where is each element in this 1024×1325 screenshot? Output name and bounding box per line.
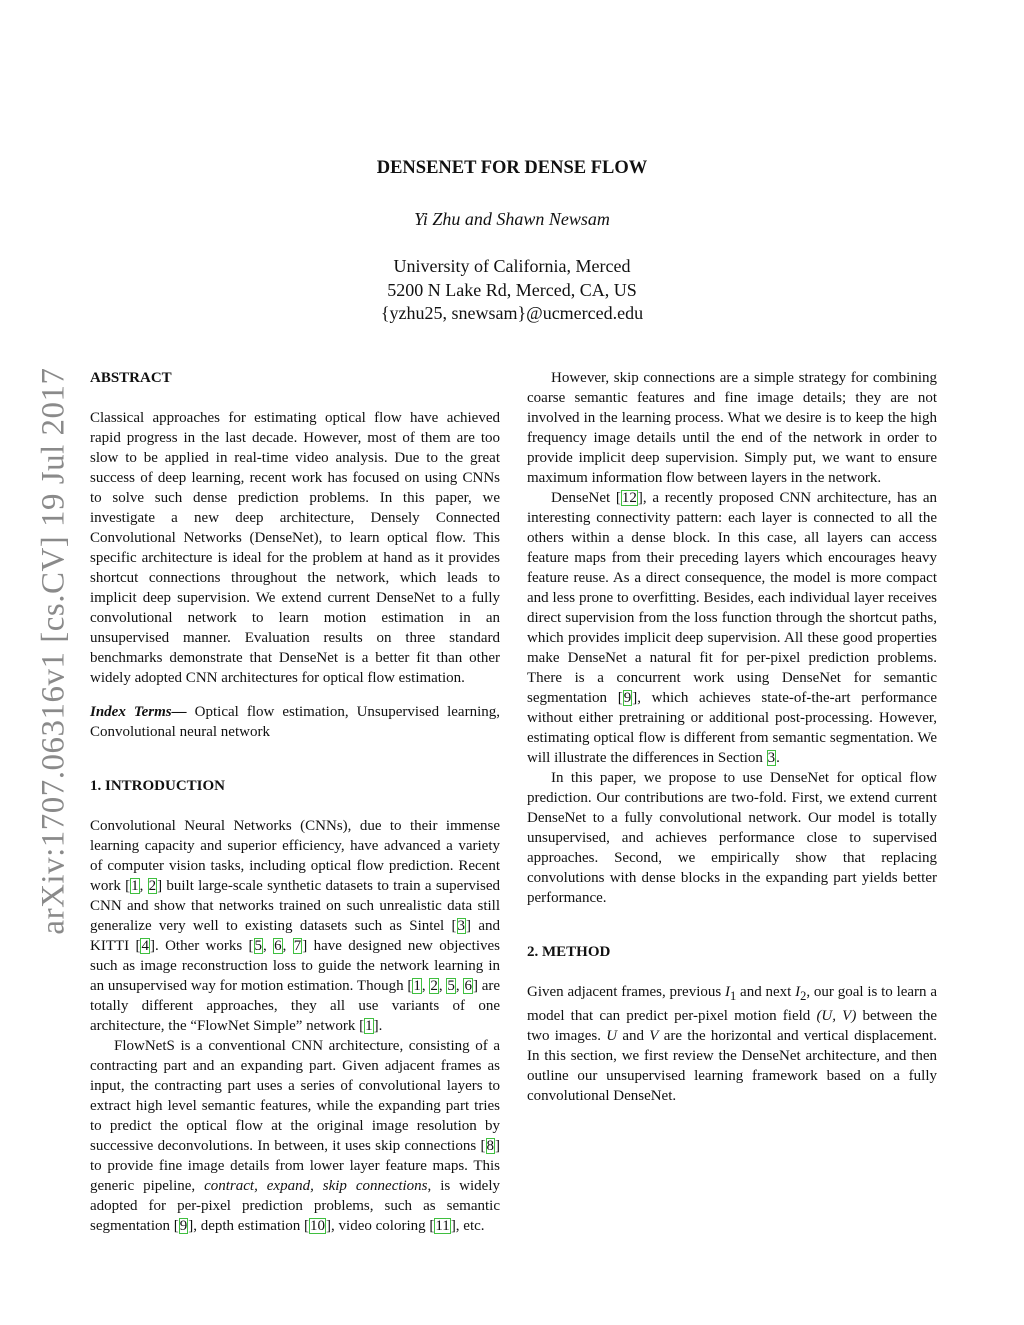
- citation-link[interactable]: 8: [486, 1138, 494, 1154]
- abstract-text: Classical approaches for estimating optical flow have achieved rapid progress in the last decade. However, most of them are too slow to be applied in real-time video analysis. Due to the great success of deep learning, recent work has focused on using CNNs to solve such dense prediction problems. In this paper, we investigate a new deep architecture, Densely Connected Convolutional Networks (DenseNet), to learn optical flow. This specific architecture is ideal for the problem at hand as it provides shortcut connections throughout the network, which leads to implicit deep supervision. We extend current DenseNet to a fully convolutional network to learn motion estimation in an unsupervised manner. Evaluation results on three standard benchmarks demonstrate that DenseNet is a better fit than other widely adopted CNN architectures for optical flow estimation.: [90, 410, 500, 686]
- citation-link[interactable]: 4: [141, 938, 149, 954]
- index-terms-label: Index Terms—: [90, 704, 187, 720]
- citation-link[interactable]: 6: [464, 978, 472, 994]
- citation-link[interactable]: 6: [274, 938, 282, 954]
- citation-link[interactable]: 7: [293, 938, 302, 954]
- citation-link[interactable]: 1: [131, 878, 139, 894]
- introduction-heading: 1. INTRODUCTION: [90, 778, 226, 794]
- index-terms-text: Optical flow estimation, Unsupervised learning, Convolutional neural network: [90, 704, 500, 740]
- abstract-heading: ABSTRACT: [90, 370, 172, 386]
- paper-authors: Yi Zhu and Shawn Newsam: [414, 209, 610, 229]
- paper-title: DENSENET FOR DENSE FLOW: [376, 158, 648, 178]
- arxiv-identifier-sidebar: [34, 365, 74, 937]
- citation-link[interactable]: 5: [447, 978, 455, 994]
- method-paragraph-1: Given adjacent frames, previous $I_1$ and next $I_2$, our goal is to learn a model that can predict per-pixel motion field (U, V) between the two images. U and V are the horizontal and vertical displacement. In this section, we first review the DenseNet architecture, and then outline our unsupervised learning framework based on a fully convolutional DenseNet.: [527, 984, 937, 1104]
- citation-link[interactable]: 2: [148, 878, 157, 894]
- citation-link[interactable]: 12: [621, 490, 637, 506]
- method-heading: 2. METHOD: [527, 944, 611, 960]
- intro-paragraph-1: Convolutional Neural Networks (CNNs), due to their immense learning capacity and superior efficiency, have advanced a variety of computer vision tasks, including optical flow prediction. Recent work [1, 2] built large-scale synthetic datasets to train a supervised CNN and show that networks trained on such unrealistic data still generalize very well to existing datasets such as Sintel [3] and KITTI [4]. Other works [5, 6, 7] have designed new objectives such as image reconstruction loss to guide the network learning in an unsupervised way for motion estimation. Though [1, 2, 5, 6] are totally different approaches, they all use variants of one architecture, the “FlowNet Simple” network [1].: [90, 818, 501, 1034]
- left-column: [90, 368, 500, 1236]
- right-column: [527, 368, 937, 1106]
- citation-link[interactable]: 5: [254, 938, 263, 954]
- section-link[interactable]: 3: [767, 750, 776, 766]
- intro-paragraph-4: DenseNet [12], a recently proposed CNN architecture, has an interesting connectivity pattern: each layer is connected to all the others within a dense block. In this case, all layers can access feature maps from their preceding layers which encourages heavy feature reuse. As a direct consequence, the model is more compact and less prone to overfitting. Besides, each individual layer receives direct supervision from the loss function through the shortcut paths, which provides implicit deep supervision. All these good properties make DenseNet a natural fit for per-pixel prediction problems. There is a concurrent work using DenseNet for semantic segmentation [9], which achieves state-of-the-art performance without either pretraining or additional post-processing. However, estimating optical flow is different from semantic segmentation. We will illustrate the differences in Section 3.: [527, 490, 938, 766]
- intro-paragraph-3: However, skip connections are a simple strategy for combining coarse semantic features and fine image details; they are not involved in the learning process. What we desire is to keep the high frequency image details until the end of the network in order to provide implicit deep supervision. Simply put, we want to ensure maximum information flow between layers in the network.: [527, 370, 937, 486]
- affiliation-address: 5200 N Lake Rd, Merced, CA, US: [387, 279, 637, 300]
- index-terms: [90, 702, 500, 742]
- affiliation-university: University of California, Merced: [393, 256, 631, 276]
- citation-link[interactable]: 10: [310, 1218, 326, 1234]
- citation-link[interactable]: 9: [179, 1218, 188, 1234]
- intro-paragraph-5: In this paper, we propose to use DenseNet for optical flow prediction. Our contributions are two-fold. First, we extend current DenseNet to a fully convolutional network. Our model is totally unsupervised, and achieves performance close to supervised approaches. Second, we empirically show that replacing convolutions with dense blocks in the expanding part yields better performance.: [527, 770, 937, 906]
- citation-link[interactable]: 3: [457, 918, 466, 934]
- citation-link[interactable]: 1: [413, 978, 421, 994]
- intro-paragraph-2: FlowNetS is a conventional CNN architecture, consisting of a contracting part and an expanding part. Given adjacent frames as input, the contracting part uses a series of convolutional layers to extract high level semantic features, while the expanding part tries to predict the optical flow at the original image resolution by successive deconvolutions. In between, it uses skip connections [8] to provide fine image details from lower layer feature maps. This generic pipeline, contract, expand, skip connections, is widely adopted for per-pixel prediction problems, such as semantic segmentation [9], depth estimation [10], video coloring [11], etc.: [90, 1038, 500, 1234]
- affiliation-emails: {yzhu25, snewsam}@ucmerced.edu: [380, 303, 644, 323]
- citation-link[interactable]: 1: [365, 1018, 373, 1034]
- arxiv-identifier: arXiv:1707.06316v1 [cs.CV] 19 Jul 2017: [35, 367, 72, 935]
- affiliation-block: [0, 255, 1024, 326]
- citation-link[interactable]: 11: [435, 1218, 450, 1234]
- citation-link[interactable]: 9: [623, 690, 632, 706]
- citation-link[interactable]: 2: [430, 978, 438, 994]
